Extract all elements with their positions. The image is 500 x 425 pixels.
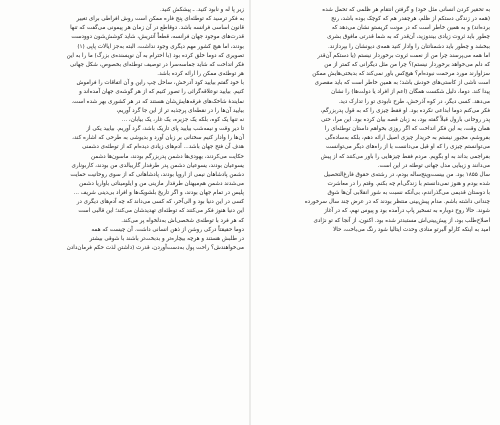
text-line: دوما حقیقتاً درکی روشن از ذهن انسانی داشت. آن چیست که همه xyxy=(91,226,244,233)
text-line: یسوعیان بودند، یسوعیان دشمن پدر طرفدار گاریبالدی من بودند، کاربوناری xyxy=(71,162,244,169)
text-line: در طلبش هستند و هرچه بیچاره‌تر و بدبخت‌تر باشند با شوقی بیشتر xyxy=(89,235,244,242)
text-line: پدر روحانی بارول قبلاً گفته بود، به زبان قصه بیان کرده بود. این مرا، حتی xyxy=(321,116,490,123)
text-line: کسی در این دنیا بود و الی‌آخر، که کسی می‌داند که چه آدم‌های دیگری در xyxy=(76,199,244,206)
right-page xyxy=(254,6,490,418)
text-line: سزاوارند مورد مرحمت نبوده‌ام؟ هیچ‌کس باور نمی‌کند که بدبختی‌هایش ممکن xyxy=(312,71,490,78)
text-line: اصلاح‌طلب بود، از پیش‌بینی‌اش مستبدتر شده بود. اکنون، از آنجا که تو نژادی xyxy=(313,217,490,224)
text-line: همان وقت، به این فکر انداخت که اگر روزی بخواهم داستان توطئه‌ای را xyxy=(324,126,490,133)
text-line: می‌دانند و زیبایی مدل جهانی توطئه در این است. xyxy=(377,162,490,169)
text-line: شوند. حالا روح دوباره به تسخیر پاپ درآمده بود و پیوس نهم، که در آغاز xyxy=(324,208,490,215)
text-line: قانون اساسی فرانسه باشد. دوقاطع در آن زمان هر پیمونی می‌گفت که تنها xyxy=(70,25,244,32)
text-line: نمایندهٔ شاخک‌های فرقه‌هایش‌شان هستند که در هر کشوری بهر شده است. xyxy=(71,98,244,105)
text-line: پیدا کند. دوما، دلیل شکست همگان (اعم از افراد یا دولت‌ها) را نشان xyxy=(331,89,490,96)
text-line: با خود گفتم بیایید کود آدرخش، ساحل چپ راین و آن اتفاقات را فراموش xyxy=(76,80,244,87)
text-line: این دنیا هنوز فکر می‌کنند که توطئه‌ای تهدیدشان می‌کند؛ این قالبی است xyxy=(78,208,244,215)
text-line: بفروشم، مجبور نیستم به خریدار چیزی اصیل ارائه دهم، بلکه به‌ساده‌گی xyxy=(325,135,490,142)
text-line: هر توطئه‌ی ممکن را ارائه کرده باشد. xyxy=(157,71,244,78)
text-line: است ناشی از کاستی‌های خودش باشد؛ به همین خاطر است که باید مقصری xyxy=(314,80,490,87)
text-line: بیایید آن‌ها را در نقطه‌ای پرجذبه‌ تر از این جا گرد آوریم، xyxy=(116,107,244,114)
text-line: که دلم می‌خواهد برخوردار نیستم)؟ چرا من مثل دیگرانی که کمتر از من xyxy=(324,61,490,68)
text-line: می‌خواهندش؟ راحت پول به‌دست‌آوردن، قدرت (داشتن لذت حکم فرمان‌دادن xyxy=(66,245,244,252)
text-line: تصویری که دوما خلق کرده بود (با احترام به آن نویسنده‌ی بزرگ) ما را به این xyxy=(66,52,244,59)
text-line: می‌دهد. کسی دیگر، در کوه آذرخش، طرح نابودی تو را تدارک دید. xyxy=(338,98,490,105)
text-line: که هر فرد با توطئه‌ی شخصی‌اش به‌دلخواه پر می‌کند. xyxy=(121,217,244,224)
text-line: قدرت‌های موجود جهان فرانسه، قطعاً آنتریش، شاید کوشش‌شون دوودست xyxy=(71,34,244,41)
text-line: بودند، اما هیچ کشور مهم دیگری وجود نداشت، البته به‌جز ایالات پاپی (۱) xyxy=(77,43,244,50)
text-line: بفراجمی بداند به او بگویم. مردم فقط چیزهایی را باور می‌کنند که از پیش xyxy=(320,153,490,160)
text-line: پلیس در تمام جهان بودند، و اگر تاریخ بلشویک‌ها و افراد بی‌دینی شریف ... xyxy=(73,190,244,197)
text-line: کنیم. بیایید نوعلاقه‌گرائی را تصور کنیم که از هر گوشه‌ی جهان آمده‌اند و xyxy=(79,89,244,96)
text-line: هدف آن فتح جهان باشد... آدم‌های زیادی دیده‌ام که از توطئه‌ی دشمنی xyxy=(82,144,244,151)
left-page xyxy=(8,6,244,418)
text-line: می‌توانستم چیزی را که او قبل می‌دانست یا از راه‌های دیگر می‌توانست xyxy=(326,144,490,151)
text-line: اما همه می‌پرسند چرا من از نعمت ثروت برخوردار نیستم (یا دستکم آن‌قدر xyxy=(317,52,490,59)
text-line: فکر انداخت که شاید جماسه‌سرا در توصیف توطئه‌ای بخصوص، شکل جهانی xyxy=(70,61,244,68)
text-line: حکایت می‌کردند، یهودی‌ها دشمن پدربزرگم بودند، ماسون‌ها دشمن xyxy=(90,153,244,160)
text-line: برده‌اند) و به همین خاطر است که در مونت کریستو نشان می‌دهد که xyxy=(331,25,490,32)
text-line: به تحقیر کردن انسانی مثل خود) و گرفتن انتقام هر ظلمی که تحمل شده xyxy=(322,7,490,13)
text-line: سال ۱۸۵۵ بود. من بیست‌وپنج‌ساله بودم، در رشته‌ی حقوق فارغ‌التحصیل xyxy=(324,171,490,178)
text-line: شده بودم و هنوز نمی‌دانستم با زندگی‌ام چه بکنم. وقتم را در معاشرت xyxy=(327,180,490,187)
text-line: زیر پا له و نابود کنید. ـ پیشکش کنید. xyxy=(159,7,244,13)
page-gutter xyxy=(249,0,251,425)
text-line: با دوستان قدیمی می‌گذراندم، بی‌آنکه نسبت به شور انقلابی آن‌ها شوق xyxy=(327,190,490,197)
text-line: می‌شدند دشمن هم‌میهنان طرفدار مازینی من و ایلومیناتی باواریا دشمن xyxy=(79,180,244,187)
text-line: فکر می‌کنم دوما ابداعی نکرده بود. او فقط چیزی را که به قول پدربزرگم، xyxy=(320,107,490,114)
text-line: دشمن پادشاهان نیمی از اروپا بودند، پادشاهانی که از سوی روحانیت حمایت xyxy=(70,171,244,178)
text-line: (همه در زندگی دستکم از ظلم، هرچقدر هم که کوچک بوده باشد، رنج xyxy=(331,16,490,23)
text-line: به فکر ترسید که توطئه‌ای پنج فاره ممکن است روش افراطی برای تغییر xyxy=(76,16,244,23)
text-line: چطور باید ثروت زیادی بیندوزید، آن‌قدر که به شما قدرتی مافوق بشری xyxy=(327,34,490,41)
text-line: تا دیر وقت و نیمه‌شب بیایید پای تاریک باشد، گرد آوریم. بیایید یکی از xyxy=(86,126,244,133)
text-line: ببخشد و چطور باید دشمنانتان را وادار کنید همه‌ی دیونشان را بپردازند. xyxy=(328,43,490,50)
text-line: چندانی داشته باشم. مدام پیش‌بینی منتظر بودند که در عرض چند سال سرخورده xyxy=(304,199,490,206)
text-line: امید به اینکه کارلو آلبرتو منادی وحدت ایتالیا شود رنگ می‌باخت، حالا xyxy=(333,226,490,233)
text-line: نه تنها یک کوه، بلکه یک جزیره، یک غار، یک بیابان، ... xyxy=(121,116,244,123)
text-line: آن‌ها را وادار کنیم سخنانی بر زبان آورد و بدیوشی به طرحی که اشاره کند، xyxy=(72,135,244,142)
